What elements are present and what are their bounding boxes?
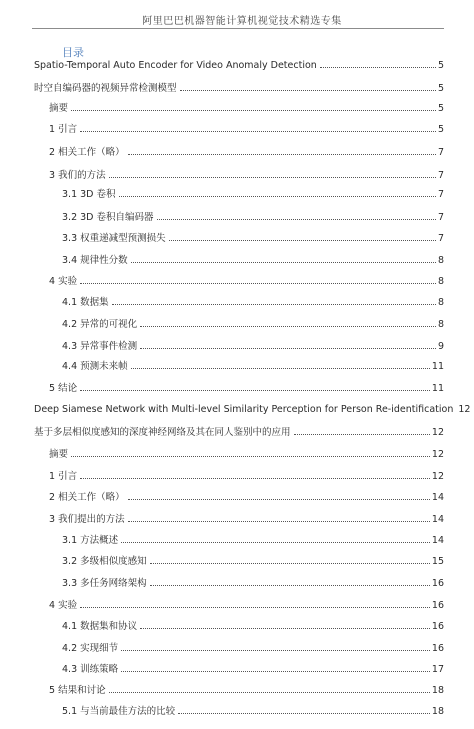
toc-entry-page: 9 (437, 341, 444, 352)
toc-entry-page: 16 (431, 578, 444, 589)
toc-leader-dots (128, 512, 430, 522)
header-divider (32, 28, 444, 29)
toc-entry-label: 1 引言 (49, 124, 78, 135)
toc-entry[interactable] (62, 209, 444, 223)
toc-entry-page: 5 (437, 124, 444, 135)
toc-entry[interactable] (62, 338, 444, 352)
toc-entry-page: 11 (431, 383, 444, 394)
toc-entry[interactable] (62, 186, 444, 200)
toc-entry-page: 18 (431, 706, 444, 717)
toc-entry-label: 2 相关工作（略） (49, 147, 125, 158)
toc-entry-page: 17 (431, 664, 444, 675)
toc-entry-page: 18 (431, 685, 444, 696)
toc-entry-label: 3 我们提出的方法 (49, 514, 125, 525)
toc-leader-dots (112, 295, 436, 305)
toc-entry-page: 8 (437, 276, 444, 287)
toc-title: 目录 (62, 46, 84, 59)
toc-leader-dots (320, 58, 436, 68)
toc-entry-label: 时空自编码器的视频异常检测模型 (34, 83, 177, 94)
toc-entry-label: 4.4 预测未来帧 (62, 361, 128, 372)
toc-leader-dots (140, 317, 436, 327)
toc-leader-dots (128, 145, 436, 155)
toc-entry-label: 5.1 与当前最佳方法的比较 (62, 706, 176, 717)
toc-leader-dots (109, 168, 436, 178)
toc-entry-label: 基于多层相似度感知的深度神经网络及其在同人鉴别中的应用 (34, 427, 291, 438)
toc-leader-dots (140, 339, 436, 349)
toc-entry-label: 4.1 数据集和协议 (62, 621, 138, 632)
toc-entry[interactable] (62, 230, 444, 244)
toc-entry-page: 14 (431, 514, 444, 525)
toc-entry-page: 16 (431, 643, 444, 654)
toc-entry-label: 摘要 (49, 449, 69, 460)
toc-entry-label: 1 引言 (49, 471, 78, 482)
toc-leader-dots (140, 619, 430, 629)
toc-entry-page: 16 (431, 621, 444, 632)
toc-entry[interactable] (49, 167, 444, 181)
toc-entry-page: 14 (431, 535, 444, 546)
toc-entry-label: 4.3 异常事件检测 (62, 341, 138, 352)
toc-entry-label: 3.3 多任务网络架构 (62, 578, 147, 589)
toc-entry-label: 4.3 训练策略 (62, 664, 119, 675)
toc-entry-page: 12 (431, 449, 444, 460)
toc-entry-label: 3.1 方法概述 (62, 535, 119, 546)
toc-entry-label: Deep Siamese Network with Multi-level Similarity Perception for Person Re-identification (34, 404, 454, 415)
toc-entry-page: 12 (431, 471, 444, 482)
toc-leader-dots (128, 490, 430, 500)
toc-entry-page: 7 (437, 147, 444, 158)
toc-entry[interactable] (62, 532, 444, 546)
toc-entry[interactable] (34, 424, 444, 438)
toc-leader-dots (71, 101, 436, 111)
toc-entry[interactable] (62, 316, 444, 330)
toc-leader-dots (294, 425, 430, 435)
toc-entry[interactable] (49, 273, 444, 287)
toc-entry[interactable] (49, 446, 444, 460)
toc-entry-label: 摘要 (49, 103, 69, 114)
toc-entry[interactable] (62, 661, 444, 675)
toc-leader-dots (121, 533, 430, 543)
toc-entry-page: 5 (437, 60, 444, 71)
toc-entry-label: 4.1 数据集 (62, 297, 109, 308)
toc-entry[interactable] (62, 358, 444, 372)
toc-leader-dots (131, 253, 436, 263)
toc-entry-page: 8 (437, 297, 444, 308)
toc-leader-dots (121, 662, 430, 672)
toc-leader-dots (80, 122, 436, 132)
toc-leader-dots (71, 447, 430, 457)
toc-entry-page: 7 (437, 212, 444, 223)
toc-entry-label: 4 实验 (49, 600, 78, 611)
toc-leader-dots (80, 381, 430, 391)
toc-entry-page: 7 (437, 170, 444, 181)
toc-entry-label: 3.2 3D 卷积自编码器 (62, 212, 154, 223)
toc-entry-label: 5 结果和讨论 (49, 685, 106, 696)
toc-entry[interactable] (34, 80, 444, 94)
toc-entry-label: 3.2 多级相似度感知 (62, 556, 147, 567)
toc-entry-page: 12 (458, 404, 471, 415)
toc-entry-label: 5 结论 (49, 383, 78, 394)
toc-entry[interactable] (49, 100, 444, 114)
toc-leader-dots (180, 81, 436, 91)
toc-leader-dots (169, 231, 436, 241)
toc-entry[interactable] (49, 489, 444, 503)
toc-entry-page: 11 (431, 361, 444, 372)
toc-entry-page: 7 (437, 233, 444, 244)
toc-leader-dots (80, 598, 430, 608)
toc-entry-label: Spatio-Temporal Auto Encoder for Video Anomaly Detection (34, 60, 317, 71)
toc-entry[interactable] (49, 121, 444, 135)
toc-entry-label: 4 实验 (49, 276, 78, 287)
toc-entry-page: 8 (437, 319, 444, 330)
toc-leader-dots (178, 704, 430, 714)
toc-entry-page: 5 (437, 83, 444, 94)
toc-entry[interactable] (62, 640, 444, 654)
toc-leader-dots (80, 469, 430, 479)
toc-leader-dots (131, 359, 430, 369)
toc-entry[interactable] (62, 575, 444, 589)
toc-entry-label: 4.2 实现细节 (62, 643, 119, 654)
toc-leader-dots (150, 576, 430, 586)
toc-entry-label: 3 我们的方法 (49, 170, 106, 181)
page-header: 阿里巴巴机器智能计算机视觉技术精选专集 (142, 16, 342, 27)
toc-entry-label: 4.2 异常的可视化 (62, 319, 138, 330)
toc-entry[interactable] (62, 703, 444, 717)
toc-entry[interactable] (62, 618, 444, 632)
toc-entry[interactable] (62, 553, 444, 567)
toc-entry[interactable] (49, 511, 444, 525)
toc-entry[interactable] (62, 294, 444, 308)
toc-entry[interactable] (49, 380, 444, 394)
toc-entry-label: 3.4 规律性分数 (62, 255, 128, 266)
toc-entry-page: 12 (431, 427, 444, 438)
toc-entry[interactable] (49, 597, 444, 611)
toc-entry-label: 3.1 3D 卷积 (62, 189, 116, 200)
toc-leader-dots (157, 210, 436, 220)
toc-leader-dots (119, 187, 436, 197)
toc-entry-page: 8 (437, 255, 444, 266)
toc-entry-label: 3.3 权重递减型预测损失 (62, 233, 166, 244)
toc-entry[interactable] (34, 58, 444, 72)
toc-leader-dots (150, 554, 430, 564)
toc-entry-page: 15 (431, 556, 444, 567)
toc-entry[interactable] (62, 252, 444, 266)
toc-entry-page: 16 (431, 600, 444, 611)
toc-leader-dots (121, 641, 430, 651)
toc-entry-label: 2 相关工作（略） (49, 492, 125, 503)
toc-entry[interactable] (49, 468, 444, 482)
toc-entry-page: 5 (437, 103, 444, 114)
toc-entry-page: 14 (431, 492, 444, 503)
toc-leader-dots (80, 274, 436, 284)
toc-entry[interactable] (49, 144, 444, 158)
toc-entry-page: 7 (437, 189, 444, 200)
toc-leader-dots (109, 683, 430, 693)
toc-entry[interactable] (49, 682, 444, 696)
toc-entry[interactable] (34, 402, 471, 416)
